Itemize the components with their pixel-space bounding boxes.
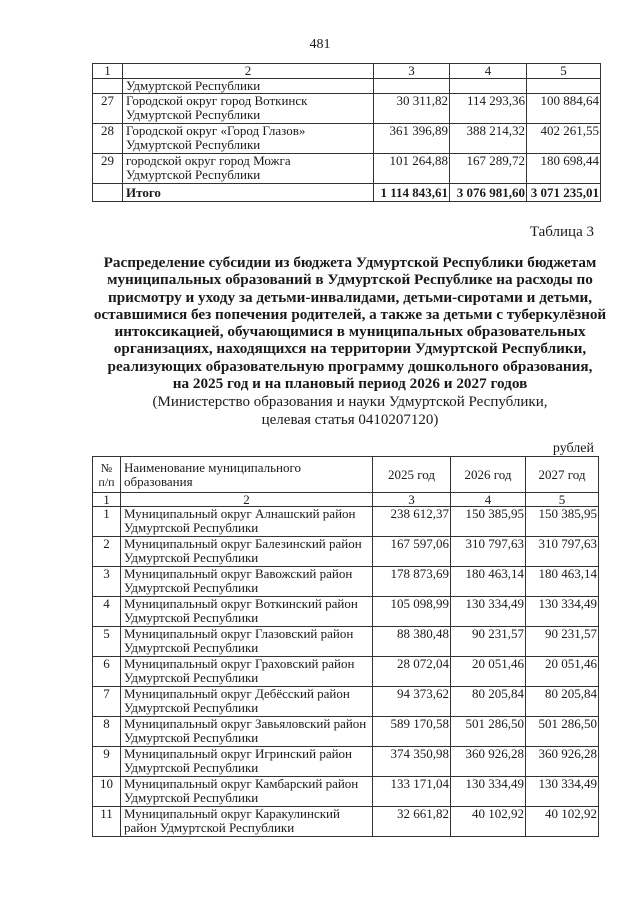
row-number: 11: [93, 807, 121, 837]
row-number: 5: [93, 627, 121, 657]
table-label: Таблица 3: [529, 224, 594, 240]
municipality-name: Муниципальный округ Вавожский район Удмуртской Республики: [121, 567, 373, 597]
row-number: 28: [93, 124, 123, 154]
row-number: 10: [93, 777, 121, 807]
total-2027: 3 071 235,01: [527, 184, 601, 202]
value-2025: 28 072,04: [373, 657, 451, 687]
value-2026: 20 051,46: [451, 657, 526, 687]
municipality-name: Муниципальный округ Воткинский район Удмуртской Республики: [121, 597, 373, 627]
municipality-name: Муниципальный округ Дебёсский район Удмуртской Республики: [121, 687, 373, 717]
value-2026: 180 463,14: [451, 567, 526, 597]
index-cell: 5: [526, 493, 599, 507]
value-2026: 150 385,95: [451, 507, 526, 537]
value-2025: 361 396,89: [374, 124, 450, 154]
row-number: 8: [93, 717, 121, 747]
row-number: 3: [93, 567, 121, 597]
value-2026: 360 926,28: [451, 747, 526, 777]
value-2027: 40 102,92: [526, 807, 599, 837]
table-title: Распределение субсидии из бюджета Удмуртской Республики бюджетам муниципальных образований в Удмуртской Республике на расходы по присмотру и уходу за детьми-инвалидами, детьми-сиротами и детьми, оставшимися без попечения родителей, а также за детьми с туберкулёзной интоксикацией, обучающимися в муниципальных образовательных организациях, находящихся на территории Удмуртской Республики, реализующих образовательную программу дошкольного образования, на 2025 год и на плановый период 2026 и 2027 годов: [93, 254, 607, 393]
municipality-name: Муниципальный округ Глазовский район Удмуртской Республики: [121, 627, 373, 657]
value-2027: 180 698,44: [527, 154, 601, 184]
row-number: 7: [93, 687, 121, 717]
table-row: [93, 717, 599, 747]
table-body: [93, 507, 599, 837]
index-cell: 4: [451, 493, 526, 507]
index-cell: 2: [121, 493, 373, 507]
value-2026: 388 214,32: [450, 124, 527, 154]
header-number: № п/п: [93, 457, 121, 493]
municipality-name: Муниципальный округ Камбарский район Удмуртской Республики: [121, 777, 373, 807]
value-2026: 40 102,92: [451, 807, 526, 837]
municipality-name: Муниципальный округ Алнашский район Удмуртской Республики: [121, 507, 373, 537]
row-number: 29: [93, 154, 123, 184]
table-row: [93, 687, 599, 717]
value-2025: 133 171,04: [373, 777, 451, 807]
municipality-name: Муниципальный округ Завьяловский район Удмуртской Республики: [121, 717, 373, 747]
value-2027: 402 261,55: [527, 124, 601, 154]
table-subtitle: (Министерство образования и науки Удмуртской Республики, целевая статья 0410207120): [152, 394, 548, 428]
value-2027: 310 797,63: [526, 537, 599, 567]
value-2025: 94 373,62: [373, 687, 451, 717]
value-2026: 130 334,49: [451, 597, 526, 627]
table-row: [93, 657, 599, 687]
municipality-name: Муниципальный округ Каракулинский район Удмуртской Республики: [121, 807, 373, 837]
index-cell: 3: [374, 64, 450, 79]
value-2027: 20 051,46: [526, 657, 599, 687]
header-2025: 2025 год: [373, 457, 451, 493]
value-2026: 80 205,84: [451, 687, 526, 717]
value-2027: 360 926,28: [526, 747, 599, 777]
value-2027: 80 205,84: [526, 687, 599, 717]
column-index-row: [93, 493, 599, 507]
value-2025: 589 170,58: [373, 717, 451, 747]
header-2027: 2027 год: [526, 457, 599, 493]
index-cell: 4: [450, 64, 527, 79]
table-row: [93, 124, 601, 154]
total-2025: 1 114 843,61: [374, 184, 450, 202]
index-cell: 1: [93, 493, 121, 507]
municipality-name: городской округ город Можга Удмуртской Республики: [123, 154, 374, 184]
value-2027: 90 231,57: [526, 627, 599, 657]
table-row: [93, 627, 599, 657]
table-row: [93, 567, 599, 597]
row-number: [93, 79, 123, 94]
value-2025: 178 873,69: [373, 567, 451, 597]
table-row: [93, 154, 601, 184]
index-cell: 2: [123, 64, 374, 79]
value-2026: 501 286,50: [451, 717, 526, 747]
value-2025: 105 098,99: [373, 597, 451, 627]
value-2026: 130 334,49: [451, 777, 526, 807]
table-row: [93, 597, 599, 627]
row-number: 9: [93, 747, 121, 777]
row-number: 6: [93, 657, 121, 687]
value-2025: 32 661,82: [373, 807, 451, 837]
municipality-name: Городской округ «Город Глазов» Удмуртской Республики: [123, 124, 374, 154]
table-row: [93, 777, 599, 807]
table-row: [93, 537, 599, 567]
value-2025: 167 597,06: [373, 537, 451, 567]
value-2025: 30 311,82: [374, 94, 450, 124]
header-row: [93, 457, 599, 493]
table-row: [93, 747, 599, 777]
table-row: [93, 807, 599, 837]
value-2027: 501 286,50: [526, 717, 599, 747]
value-2027: 130 334,49: [526, 597, 599, 627]
value-2027: 150 385,95: [526, 507, 599, 537]
index-cell: 1: [93, 64, 123, 79]
units-label: рублей: [552, 441, 594, 456]
total-row: [93, 184, 601, 202]
municipality-name: Муниципальный округ Граховский район Удмуртской Республики: [121, 657, 373, 687]
row-number: 2: [93, 537, 121, 567]
value-2027: 130 334,49: [526, 777, 599, 807]
index-cell: 5: [527, 64, 601, 79]
municipality-name: Удмуртской Республики: [123, 79, 374, 94]
municipality-name: Муниципальный округ Игринский район Удмуртской Республики: [121, 747, 373, 777]
header-name: Наименование муниципального образования: [121, 457, 373, 493]
continued-table: [92, 63, 601, 202]
column-index-row: [93, 64, 601, 79]
municipality-name: Муниципальный округ Балезинский район Удмуртской Республики: [121, 537, 373, 567]
value-2026: 90 231,57: [451, 627, 526, 657]
table-row: [93, 507, 599, 537]
municipality-name: Городской округ город Воткинск Удмуртской Республики: [123, 94, 374, 124]
value-2026: 167 289,72: [450, 154, 527, 184]
value-2026: 310 797,63: [451, 537, 526, 567]
value-2025: 88 380,48: [373, 627, 451, 657]
index-cell: 3: [373, 493, 451, 507]
total-2026: 3 076 981,60: [450, 184, 527, 202]
total-label: Итого: [123, 184, 374, 202]
continuation-row: [93, 79, 601, 94]
row-number: 1: [93, 507, 121, 537]
value-2026: 114 293,36: [450, 94, 527, 124]
row-number: 4: [93, 597, 121, 627]
page-number: 481: [309, 37, 331, 52]
value-2025: 238 612,37: [373, 507, 451, 537]
subsidy-table: [92, 456, 599, 837]
value-2025: 101 264,88: [374, 154, 450, 184]
row-number: 27: [93, 94, 123, 124]
value-2025: 374 350,98: [373, 747, 451, 777]
table-row: [93, 94, 601, 124]
value-2027: 100 884,64: [527, 94, 601, 124]
value-2027: 180 463,14: [526, 567, 599, 597]
header-2026: 2026 год: [451, 457, 526, 493]
